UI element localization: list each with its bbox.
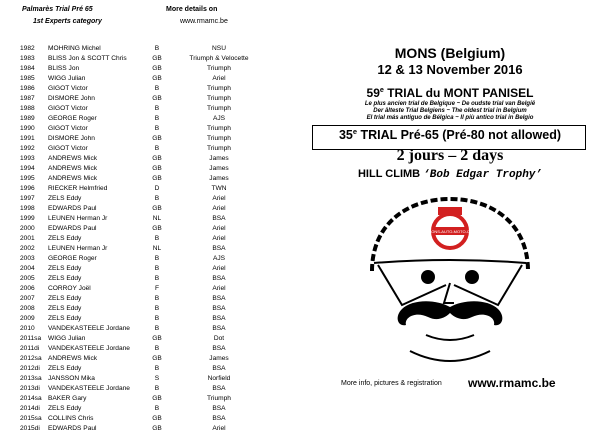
event-city: MONS (Belgium) [394, 45, 506, 61]
result-row [0, 124, 300, 134]
result-year: 2008 [20, 305, 35, 312]
result-country: GB [152, 95, 162, 102]
result-year: 1998 [20, 205, 35, 212]
result-country: GB [152, 75, 162, 82]
result-country: GB [152, 225, 162, 232]
result-rider: ZELS Eddy [48, 305, 82, 312]
result-bike: AJS [212, 115, 226, 122]
result-year: 2012di [20, 365, 40, 372]
result-row [0, 404, 300, 414]
result-country: NL [152, 215, 162, 222]
result-country: B [154, 235, 160, 242]
result-country: B [154, 105, 160, 112]
result-rider: LEUNEN Herman Jr [48, 245, 108, 252]
result-rider: GIGOT Victor [48, 145, 88, 152]
result-country: NL [152, 245, 162, 252]
result-year: 1997 [20, 195, 35, 202]
result-bike: BSA [212, 385, 226, 392]
result-row [0, 64, 300, 74]
result-country: D [154, 185, 160, 192]
result-row [0, 144, 300, 154]
result-country: B [154, 265, 160, 272]
result-year: 1999 [20, 215, 35, 222]
result-rider: ANDREWS Mick [48, 165, 98, 172]
result-row [0, 204, 300, 214]
result-row [0, 54, 300, 64]
result-rider: DISMORE John [48, 135, 95, 142]
result-bike: Ariel [212, 205, 226, 212]
result-country: GB [152, 205, 162, 212]
result-rider: GEORGE Roger [48, 255, 97, 262]
result-bike: BSA [212, 405, 226, 412]
result-bike: Triumph [207, 85, 231, 92]
result-bike: BSA [212, 275, 226, 282]
result-row [0, 214, 300, 224]
result-year: 2012sa [20, 355, 42, 362]
website-link[interactable]: www.rmamc.be [468, 376, 556, 390]
palmares-panel [0, 0, 300, 432]
result-country: F [154, 285, 160, 292]
result-rider: EDWARDS Paul [48, 225, 97, 232]
result-row [0, 114, 300, 124]
result-rider: JANSSON Mika [48, 375, 95, 382]
result-row [0, 294, 300, 304]
result-bike: Triumph [207, 135, 231, 142]
result-rider: DISMORE John [48, 95, 95, 102]
result-country: GB [152, 415, 162, 422]
result-year: 2004 [20, 265, 35, 272]
result-year: 2013di [20, 385, 40, 392]
result-year: 1989 [20, 115, 35, 122]
more-details-label: More details on [166, 6, 218, 13]
result-year: 2014sa [20, 395, 42, 402]
hill-climb-title: HILL CLIMB ‘Bob Edgar Trophy’ [357, 168, 542, 181]
result-country: B [154, 405, 160, 412]
result-bike: Norfield [207, 375, 231, 382]
result-bike: Ariel [212, 195, 226, 202]
result-bike: BSA [212, 325, 226, 332]
result-row [0, 334, 300, 344]
result-row [0, 394, 300, 404]
result-year: 2011di [20, 345, 40, 352]
result-country: B [154, 295, 160, 302]
result-rider: ZELS Eddy [48, 295, 82, 302]
result-rider: GIGOT Victor [48, 105, 88, 112]
result-bike: NSU [212, 45, 226, 52]
result-rider: LEUNEN Herman Jr [48, 215, 108, 222]
result-country: B [154, 365, 160, 372]
result-row [0, 284, 300, 294]
result-row [0, 164, 300, 174]
trophy-name: ‘Bob Edgar Trophy’ [423, 169, 542, 181]
result-bike: AJS [212, 255, 226, 262]
result-year: 2002 [20, 245, 35, 252]
result-year: 2000 [20, 225, 35, 232]
result-row [0, 94, 300, 104]
result-row [0, 174, 300, 184]
result-bike: Triumph & Velocette [189, 55, 249, 62]
result-year: 2003 [20, 255, 35, 262]
result-bike: Triumph [207, 95, 231, 102]
result-row [0, 264, 300, 274]
result-row [0, 374, 300, 384]
result-bike: Ariel [212, 265, 226, 272]
result-rider: GEORGE Roger [48, 115, 97, 122]
more-info-label: More info, pictures & registration [341, 380, 442, 387]
result-row [0, 304, 300, 314]
result-row [0, 254, 300, 264]
header-url-link[interactable]: www.rmamc.be [180, 18, 228, 25]
palmares-title: Palmarès Trial Pré 65 [22, 6, 93, 13]
result-bike: BSA [212, 305, 226, 312]
result-row [0, 184, 300, 194]
result-country: S [154, 375, 160, 382]
result-bike: Triumph [207, 395, 231, 402]
result-bike: Triumph [207, 105, 231, 112]
result-bike: BSA [212, 295, 226, 302]
result-year: 1988 [20, 105, 35, 112]
result-year: 2014di [20, 405, 40, 412]
event-edition-title: 59e TRIAL du MONT PANISEL [366, 85, 534, 100]
result-bike: Ariel [212, 225, 226, 232]
result-year: 2010 [20, 325, 35, 332]
result-bike: BSA [212, 345, 226, 352]
result-row [0, 134, 300, 144]
result-rider: CORROY Joël [48, 285, 91, 292]
result-year: 1983 [20, 55, 35, 62]
result-country: B [154, 255, 160, 262]
result-bike: Triumph [207, 65, 231, 72]
result-rider: BLISS Jon & SCOTT Chris [48, 55, 127, 62]
result-rider: RIECKER Helmfried [48, 185, 108, 192]
result-year: 2005 [20, 275, 35, 282]
result-year: 2009 [20, 315, 35, 322]
result-rider: ZELS Eddy [48, 405, 82, 412]
result-rider: ANDREWS Mick [48, 175, 98, 182]
result-row [0, 314, 300, 324]
result-rider: ANDREWS Mick [48, 355, 98, 362]
pre65-title: 35e TRIAL Pré-65 (Pré-80 not allowed) [338, 127, 562, 143]
results-list [0, 44, 300, 434]
result-bike: Triumph [207, 145, 231, 152]
result-year: 1985 [20, 75, 35, 82]
result-country: B [154, 145, 160, 152]
result-year: 2001 [20, 235, 35, 242]
result-row [0, 74, 300, 84]
result-year: 1987 [20, 95, 35, 102]
result-year: 2013sa [20, 375, 42, 382]
result-year: 1996 [20, 185, 35, 192]
result-country: B [154, 345, 160, 352]
result-country: B [154, 125, 160, 132]
result-rider: ZELS Eddy [48, 265, 82, 272]
result-bike: Ariel [212, 285, 226, 292]
days-banner: 2 jours – 2 days [396, 147, 504, 164]
result-row [0, 104, 300, 114]
result-year: 1994 [20, 165, 35, 172]
result-year: 1992 [20, 145, 35, 152]
result-rider: MOHRING Michel [48, 45, 101, 52]
result-row [0, 364, 300, 374]
result-row [0, 414, 300, 424]
result-row [0, 354, 300, 364]
result-rider: GIGOT Victor [48, 125, 88, 132]
result-country: B [154, 45, 160, 52]
event-dates: 12 & 13 November 2016 [377, 62, 523, 77]
result-bike: BSA [212, 245, 226, 252]
result-year: 1990 [20, 125, 35, 132]
result-rider: VANDEKASTEELE Jordane [48, 385, 130, 392]
result-year: 1982 [20, 45, 35, 52]
result-rider: BLISS Jon [48, 65, 80, 72]
result-country: GB [152, 55, 162, 62]
result-rider: ZELS Eddy [48, 315, 82, 322]
result-bike: BSA [212, 415, 226, 422]
result-rider: WIGG Julian [48, 75, 86, 82]
result-row [0, 424, 300, 434]
result-rider: ZELS Eddy [48, 275, 82, 282]
category-label: 1st Experts category [33, 18, 102, 25]
result-row [0, 244, 300, 254]
result-year: 2015sa [20, 415, 42, 422]
result-bike: Triumph [207, 125, 231, 132]
result-row [0, 84, 300, 94]
result-rider: VANDEKASTEELE Jordane [48, 325, 130, 332]
tagline-2: Der älteste Trial Belgiens ~ The oldest trial in Belgium [373, 108, 527, 114]
result-year: 2007 [20, 295, 35, 302]
result-year: 2015di [20, 425, 40, 432]
event-panel [300, 0, 600, 415]
result-country: GB [152, 335, 162, 342]
result-rider: WIGG Julian [48, 335, 86, 342]
result-bike: James [209, 175, 229, 182]
result-bike: TWN [211, 185, 227, 192]
result-country: GB [152, 65, 162, 72]
result-year: 1984 [20, 65, 35, 72]
result-bike: Ariel [212, 425, 226, 432]
result-country: GB [152, 355, 162, 362]
result-row [0, 44, 300, 54]
result-rider: EDWARDS Paul [48, 425, 97, 432]
result-bike: Ariel [212, 235, 226, 242]
result-bike: BSA [212, 315, 226, 322]
result-year: 2011sa [20, 335, 42, 342]
result-year: 2006 [20, 285, 35, 292]
tagline-3: El trial más antiguo de Bélgica ~ Il più antico trial in Belgio [366, 115, 534, 121]
result-country: B [154, 85, 160, 92]
badge-text: MONS-AUTO-MOTO-CL [427, 229, 473, 234]
result-row [0, 234, 300, 244]
result-year: 1991 [20, 135, 35, 142]
result-bike: Ariel [212, 75, 226, 82]
result-country: B [154, 325, 160, 332]
result-year: 1986 [20, 85, 35, 92]
result-rider: EDWARDS Paul [48, 205, 97, 212]
result-row [0, 154, 300, 164]
result-row [0, 224, 300, 234]
club-badge-icon [428, 207, 473, 248]
result-bike: James [209, 355, 229, 362]
result-country: GB [152, 175, 162, 182]
result-country: B [154, 315, 160, 322]
result-row [0, 344, 300, 354]
result-bike: BSA [212, 365, 226, 372]
result-rider: ZELS Eddy [48, 235, 82, 242]
result-rider: ZELS Eddy [48, 365, 82, 372]
result-year: 1993 [20, 155, 35, 162]
result-bike: Dot [213, 335, 225, 342]
result-country: B [154, 305, 160, 312]
result-row [0, 384, 300, 394]
mascot-face-illustration [340, 185, 560, 375]
tagline-1: Le plus ancien trial de Belgique ~ De oudste trial van België [364, 101, 536, 107]
result-country: GB [152, 395, 162, 402]
result-country: B [154, 195, 160, 202]
result-row [0, 194, 300, 204]
result-row [0, 274, 300, 284]
result-country: GB [152, 165, 162, 172]
result-bike: James [209, 155, 229, 162]
result-row [0, 324, 300, 334]
result-rider: ANDREWS Mick [48, 155, 98, 162]
result-bike: BSA [212, 215, 226, 222]
result-rider: COLLINS Chris [48, 415, 94, 422]
result-country: GB [152, 155, 162, 162]
result-rider: GIGOT Victor [48, 85, 88, 92]
result-country: B [154, 115, 160, 122]
result-country: B [154, 275, 160, 282]
result-country: GB [152, 425, 162, 432]
result-country: B [154, 385, 160, 392]
result-rider: BAKER Gary [48, 395, 87, 402]
result-country: GB [152, 135, 162, 142]
result-bike: James [209, 165, 229, 172]
result-rider: ZELS Eddy [48, 195, 82, 202]
result-rider: VANDEKASTEELE Jordane [48, 345, 130, 352]
result-year: 1995 [20, 175, 35, 182]
